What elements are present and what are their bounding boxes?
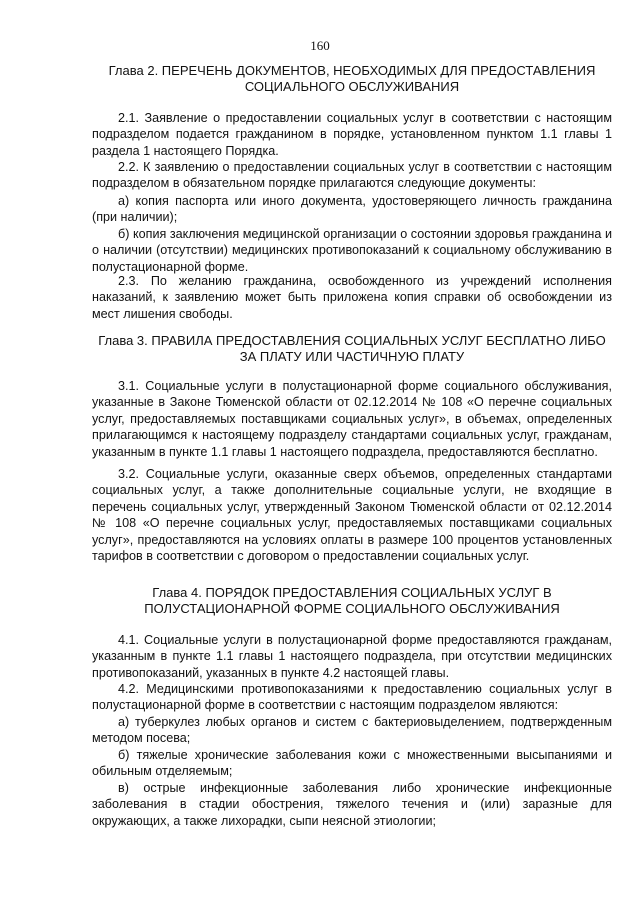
- paragraph-3-2: 3.2. Социальные услуги, оказанные сверх объемов, определенных стандартами социальных услуг, а также дополнительные социальные услуги, не входящие в перечень социальных услуг, утвержденный Законом Тюменской области от 02.12.2014 № 108 «О перечне социальных услуг, предоставляемых поставщиками социальных услуг», предоставляются на условиях оплаты в размере 100 процентов установленных тарифов в соответствии с договором о предоставлении социальных услуг.: [92, 467, 612, 564]
- paragraph-2-2: 2.2. К заявлению о предоставлении социальных услуг в соответствии с настоящим подразделом в обязательном порядке прилагаются следующие документы:: [92, 160, 612, 191]
- paragraph-2-2-a: а) копия паспорта или иного документа, удостоверяющего личность гражданина (при наличии);: [92, 194, 612, 225]
- paragraph-2-1: 2.1. Заявление о предоставлении социальных услуг в соответствии с настоящим подразделом подается гражданином в порядке, установленном пунктом 1.1 главы 1 раздела 1 настоящего Порядка.: [92, 111, 612, 158]
- paragraph-4-2-a: а) туберкулез любых органов и систем с бактериовыделением, подтвержденным методом посева;: [92, 715, 612, 746]
- paragraph-2-3: 2.3. По желанию гражданина, освобожденного из учреждений исполнения наказаний, к заявлению может быть приложена копия справки об освобождении из мест лишения свободы.: [92, 274, 612, 321]
- paragraph-4-2-b: б) тяжелые хронические заболевания кожи с множественными высыпаниями и обильным отделяемым;: [92, 748, 612, 779]
- page-number: 160: [310, 38, 330, 53]
- paragraph-4-2-v: в) острые инфекционные заболевания либо хронические инфекционные заболевания в стадии обострения, тяжелого течения и (или) заразные для окружающих, а также лихорадки, сыпи неясной этиологии;: [92, 781, 612, 828]
- chapter-4-title: Глава 4. ПОРЯДОК ПРЕДОСТАВЛЕНИЯ СОЦИАЛЬНЫХ УСЛУГ В ПОЛУСТАЦИОНАРНОЙ ФОРМЕ СОЦИАЛЬНОГО ОБСЛУЖИВАНИЯ: [144, 585, 560, 616]
- paragraph-3-1: 3.1. Социальные услуги в полустационарной форме социального обслуживания, указанные в Законе Тюменской области от 02.12.2014 № 108 «О перечне социальных услуг, предоставляемых поставщиками социальных услуг», в объемах, определенных прилагающимся к настоящему подразделу стандартами социальных услуг, гражданам, указанным в пункте 1.1 главы 1 настоящего подраздела, предоставляются бесплатно.: [92, 379, 612, 459]
- paragraph-4-2: 4.2. Медицинскими противопоказаниями к предоставлению социальных услуг в полустационарной форме в соответствии с настоящим подразделом являются:: [92, 682, 612, 713]
- paragraph-4-1: 4.1. Социальные услуги в полустационарной форме предоставляются гражданам, указанным в пункте 1.1 главы 1 настоящего подраздела, при отсутствии медицинских противопоказаний, указанных в пункте 4.2 настоящей главы.: [92, 633, 612, 680]
- chapter-3-title: Глава 3. ПРАВИЛА ПРЕДОСТАВЛЕНИЯ СОЦИАЛЬНЫХ УСЛУГ БЕСПЛАТНО ЛИБО ЗА ПЛАТУ ИЛИ ЧАСТИЧНУЮ ПЛАТУ: [98, 333, 606, 364]
- chapter-2-title: Глава 2. ПЕРЕЧЕНЬ ДОКУМЕНТОВ, НЕОБХОДИМЫХ ДЛЯ ПРЕДОСТАВЛЕНИЯ СОЦИАЛЬНОГО ОБСЛУЖИВАНИЯ: [108, 63, 596, 94]
- paragraph-2-2-b: б) копия заключения медицинской организации о состоянии здоровья гражданина и о наличии (отсутствии) медицинских противопоказаний к социальному обслуживанию в полустационарной форме.: [92, 227, 612, 274]
